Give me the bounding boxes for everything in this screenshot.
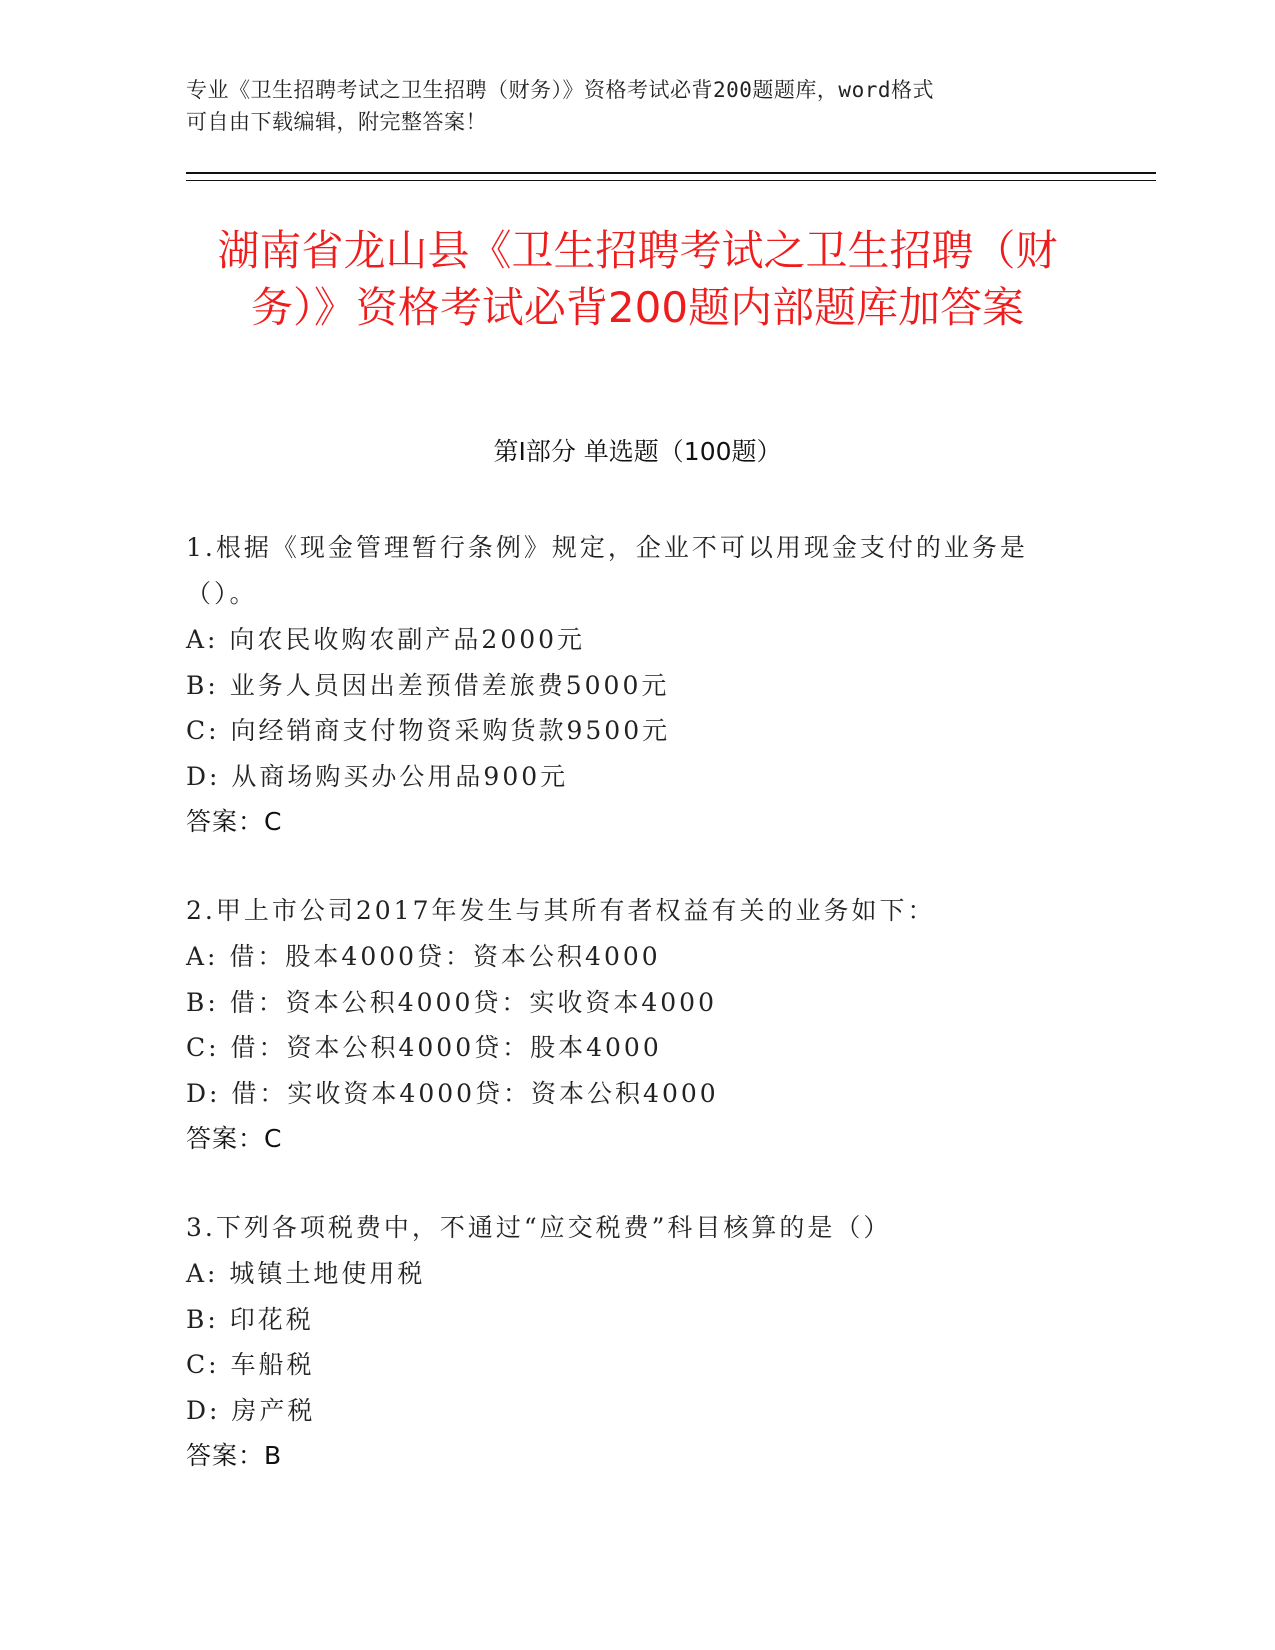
question-stem: 2.甲上市公司2017年发生与其所有者权益有关的业务如下： xyxy=(186,896,936,925)
option-b: B: 借：资本公积4000贷：实收资本4000 xyxy=(186,987,717,1017)
header-note-line-1: 专业《卫生招聘考试之卫生招聘（财务）》资格考试必背200题题库，word格式 xyxy=(186,78,934,102)
option-c: C: 车船税 xyxy=(186,1350,315,1379)
question-stem: 1.根据《现金管理暂行条例》规定，企业不可以用现金支付的业务是（）。 xyxy=(186,533,1028,608)
option-a: A: 借：股本4000贷：资本公积4000 xyxy=(186,942,661,971)
header-note-line-2: 可自由下载编辑，附完整答案！ xyxy=(186,110,487,134)
answer-line: 答案：C xyxy=(186,1124,283,1153)
section-heading: 第Ⅰ部分 单选题（100题） xyxy=(493,437,782,466)
option-d: D: 房产税 xyxy=(186,1395,316,1425)
document-title: 湖南省龙山县《卫生招聘考试之卫生招聘（财务）》资格考试必背200题内部题库加答案 xyxy=(217,226,1058,332)
option-d: D: 借：实收资本4000贷：资本公积4000 xyxy=(186,1078,719,1108)
document-header-note xyxy=(186,74,1086,138)
answer-line: 答案：C xyxy=(186,807,283,836)
option-a: A: 向农民收购农副产品2000元 xyxy=(186,625,586,654)
header-divider-thin xyxy=(186,180,1156,181)
option-a: A: 城镇土地使用税 xyxy=(186,1259,426,1288)
answer-line: 答案：B xyxy=(186,1441,283,1470)
question-stem: 3.下列各项税费中，不通过“应交税费”科目核算的是（） xyxy=(186,1213,892,1242)
option-b: B: 印花税 xyxy=(186,1304,314,1334)
question-3 xyxy=(186,1205,1066,1479)
option-b: B: 业务人员因出差预借差旅费5000元 xyxy=(186,670,670,700)
option-c: C: 借：资本公积4000贷：股本4000 xyxy=(186,1033,662,1062)
question-2 xyxy=(186,888,1066,1162)
header-divider-thick xyxy=(186,172,1156,174)
option-c: C: 向经销商支付物资采购货款9500元 xyxy=(186,716,671,745)
question-1 xyxy=(186,525,1066,845)
option-d: D: 从商场购买办公用品900元 xyxy=(186,761,569,791)
